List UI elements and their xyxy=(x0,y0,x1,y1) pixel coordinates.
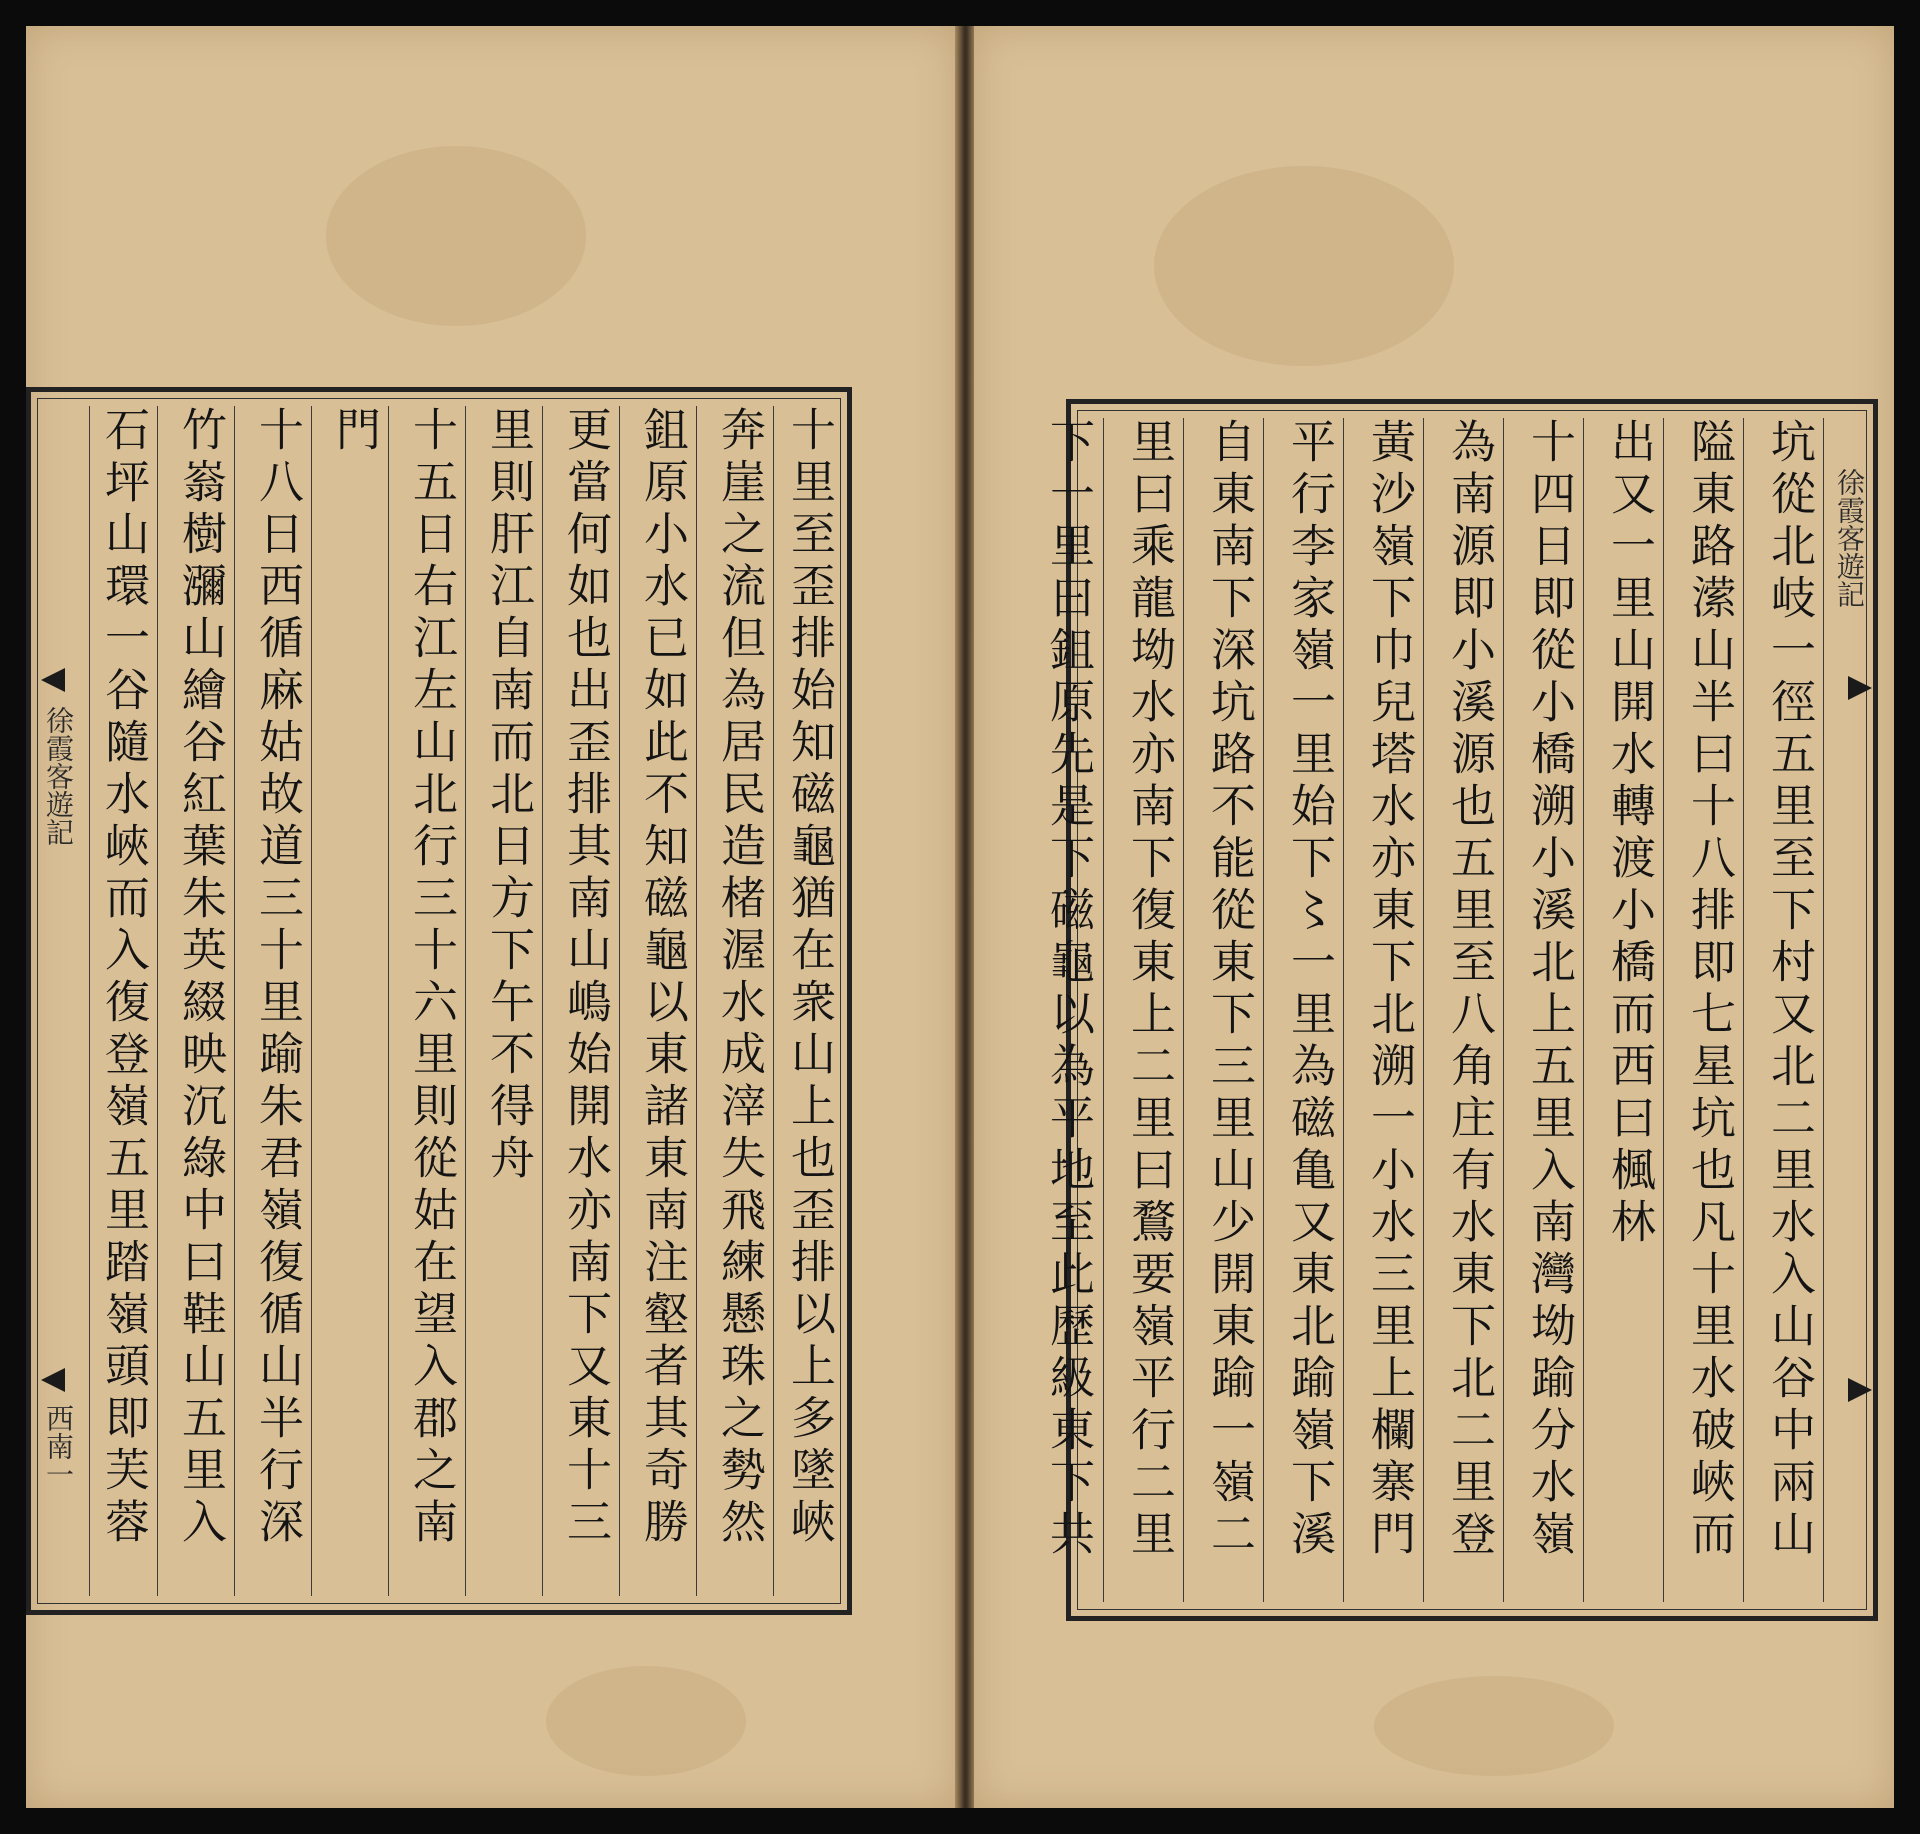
paper-stain xyxy=(1154,166,1454,366)
fish-tail-mark-icon xyxy=(41,668,65,692)
book-gutter xyxy=(955,26,976,1808)
text-column-9: 里曰乘龍坳水亦南下復東上二里曰鶩要嶺平行二里 xyxy=(1103,418,1184,1602)
text-column-7: 門 xyxy=(311,406,389,1596)
fish-tail-mark-icon xyxy=(41,1368,65,1392)
text-column-3: 出又一里山開水轉渡小橋而西曰楓林 xyxy=(1583,418,1664,1602)
fish-tail-mark-icon xyxy=(1848,1378,1872,1402)
text-column-10: 下一里曰鉏原先是下磁龜以為平地至此歷級東下共 xyxy=(1042,418,1095,1562)
text-column-4: 更當何如也出歪排其南山嶋始開水亦南下又東十三 xyxy=(542,406,620,1596)
text-column-10: 石坪山環一谷隨水峽而入復登嶺五里踏嶺頭即芙蓉 xyxy=(89,406,158,1596)
text-column-5: 里則肝江自南而北日方下午不得舟 xyxy=(465,406,543,1596)
text-column-3: 鉏原小水已如此不知磁龜以東諸東南注壑者其奇勝 xyxy=(619,406,697,1596)
text-column-7: 平行李家嶺一里始下〻一里為磁亀又東北踰嶺下溪 xyxy=(1263,418,1344,1602)
book-title-heart: 徐霞客遊記 xyxy=(1833,468,1866,608)
text-column-1: 坑從北岐一徑五里至下村又北二里水入山谷中兩山 xyxy=(1743,418,1824,1602)
book-title-heart: 徐霞客遊記 xyxy=(42,706,75,846)
text-column-6: 十五日右江左山北行三十六里則從姑在望入郡之南 xyxy=(388,406,466,1596)
text-column-4: 十四日即從小橋溯小溪北上五里入南灣坳踰分水嶺 xyxy=(1503,418,1584,1602)
text-column-8: 自東南下深坑路不能從東下三里山少開東踰一嶺二 xyxy=(1183,418,1264,1602)
paper-stain xyxy=(326,146,586,326)
text-column-2: 隘東路潆山半曰十八排即七星坑也凡十里水破峽而 xyxy=(1663,418,1744,1602)
right-page xyxy=(974,26,1894,1808)
right-text-frame xyxy=(1042,399,1878,1621)
right-page-heart xyxy=(1823,418,1872,1602)
text-column-2: 奔崖之流但為居民造楮渥水成滓失飛練懸珠之勢然 xyxy=(696,406,774,1596)
left-text-frame xyxy=(26,387,852,1615)
text-column-1: 十里至歪排始知磁龜猶在衆山上也歪排以上多墜峽 xyxy=(773,406,844,1596)
text-column-6: 黃沙嶺下巾兒塔水亦東下北溯一小水三里上欄寨門 xyxy=(1343,418,1424,1602)
fish-tail-mark-icon xyxy=(1848,676,1872,700)
left-page xyxy=(26,26,957,1808)
left-page-heart xyxy=(31,406,90,1596)
text-column-8: 十八日西循麻姑故道三十里踰朱君嶺復循山半行深 xyxy=(234,406,312,1596)
paper-stain xyxy=(546,1666,746,1776)
text-column-5: 為南源即小溪源也五里至八角庄有水東下北二里登 xyxy=(1423,418,1504,1602)
paper-stain xyxy=(1374,1676,1614,1776)
text-column-9: 竹嵡樹瀰山繪谷紅葉朱英綴映沉綠中曰鞋山五里入 xyxy=(157,406,235,1596)
section-label-heart: 西南一 xyxy=(42,1404,75,1488)
